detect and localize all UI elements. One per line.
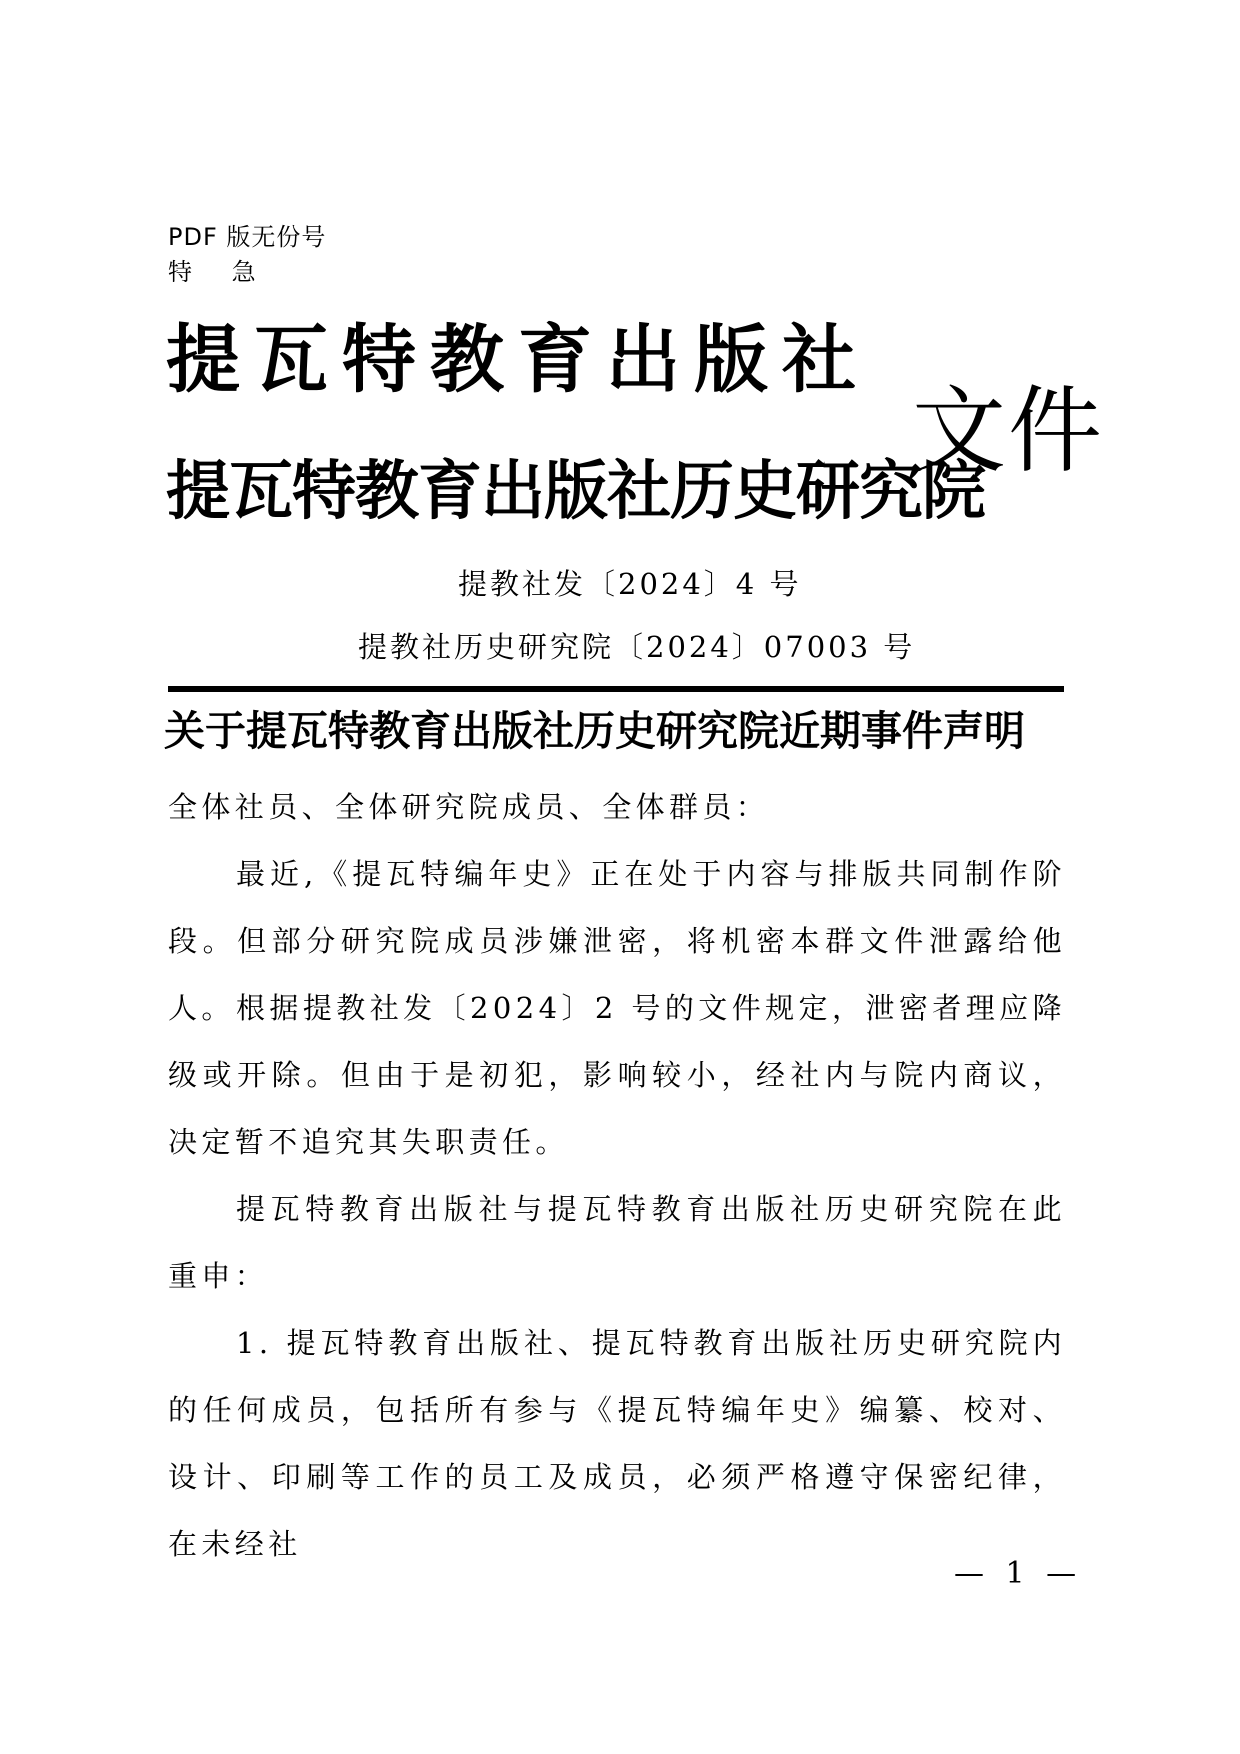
header-divider: [168, 686, 1064, 692]
body-paragraph: 1. 提瓦特教育出版社、提瓦特教育出版社历史研究院内的任何成员，包括所有参与《提瓦特编年史》编纂、校对、设计、印刷等工作的员工及成员，必须严格遵守保密纪律，在未经社: [168, 1326, 1066, 1561]
document-type-label: 文件: [912, 377, 1105, 486]
issuer-name-institute: 提瓦特教育出版社历史研究院: [166, 455, 985, 529]
issuer-name-publisher: 提瓦特教育出版社: [166, 317, 870, 403]
salutation: 全体社员、全体研究院成员、全体群员：: [168, 790, 770, 824]
body-paragraph: 根据提教社发〔2024〕2 号的文件规定，泄密者理应降级或开除。但由于是初犯，影响较小，经社内与院内商议，决定暂不追究其失职责任。: [168, 991, 1066, 1159]
document-number-publisher: 提教社发〔2024〕4 号: [458, 567, 802, 601]
page-number: — 1 —: [954, 1556, 1083, 1591]
urgency-label: 特 急: [168, 258, 272, 286]
body-paragraph: 提瓦特教育出版社与提瓦特教育出版社历史研究院在此重申：: [168, 1192, 1066, 1293]
notice-title: 关于提瓦特教育出版社历史研究院近期事件声明: [164, 707, 1025, 755]
document-number-institute: 提教社历史研究院〔2024〕07003 号: [358, 630, 916, 664]
copy-number-note: PDF 版无份号: [168, 223, 327, 251]
body-paragraph: 最近,《提瓦特编年史》正在处于内容与排版共同制作阶段。但部分研究院成员涉嫌泄密，将机密本群文件泄露给他人。: [168, 857, 1066, 1025]
